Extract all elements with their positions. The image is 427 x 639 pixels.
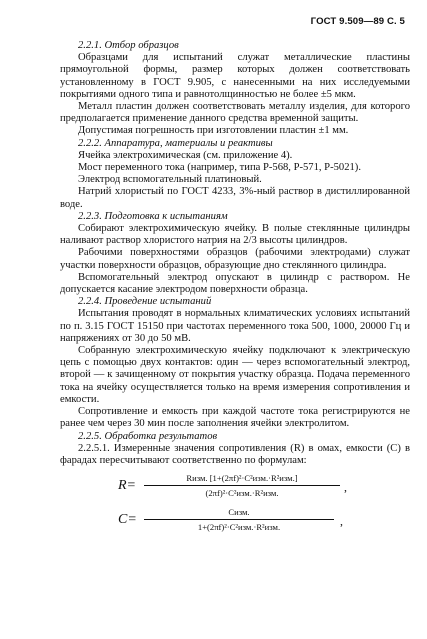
formula-r-denominator: (2πf)²·C²изм.·R²изм. <box>205 488 279 499</box>
paragraph: Образцами для испытаний служат металлические пластины прямоугольной формы, размер которых должен соответствовать установленному в ГОСТ 9.905, с нанесенными на них исследуемыми покрытиями одного типа и равнотолщинностью не более ±5 мкм. <box>60 52 410 100</box>
paragraph: Натрий хлористый по ГОСТ 4233, 3%-ный раствор в дистиллированной воде. <box>60 186 410 210</box>
section-heading: 2.2.2. Аппаратура, материалы и реактивы <box>78 137 273 149</box>
paragraph: 2.2.5.1. Измеренные значения сопротивления (R) в омах, емкости (C) в фарадах пересчитывают соответственно по формулам: <box>60 442 410 466</box>
paragraph: Вспомогательный электрод опускают в цилиндр с раствором. Не допускается касание электродом поверхности образца. <box>60 271 410 296</box>
page-header: ГОСТ 9.509—89 С. 5 <box>310 16 405 27</box>
document-body <box>60 40 410 539</box>
formula-c-lhs: C= <box>118 512 137 528</box>
paragraph: Собранную электрохимическую ячейку подключают к электрическую цепь с помощью двух контактов: один — через вспомогательный электрод, второй — к зачищенному от покрытия участку образца. Подача переменного тока на ячейку осуществляется только на время измерения сопротивления и емкости. <box>60 345 410 405</box>
formulas <box>60 473 410 539</box>
formula-r-lhs: R= <box>118 478 136 494</box>
paragraph: Мост переменного тока (например, типа Р-568, Р-571, Р-5021). <box>78 162 361 174</box>
formula-r-fraction <box>144 473 340 498</box>
formula-c-comma: , <box>340 514 343 529</box>
formula-c-denominator: 1+(2πf)²·C²изм.·R²изм. <box>197 522 281 533</box>
paragraph: Ячейка электрохимическая (см. приложение 4). <box>78 149 293 161</box>
section-heading: 2.2.3. Подготовка к испытаниям <box>78 210 228 222</box>
section-heading: 2.2.1. Отбор образцов <box>78 40 179 51</box>
formula-c-fraction <box>144 507 334 532</box>
paragraph: Рабочими поверхностями образцов (рабочими электродами) служат участки поверхности образцов, образующие дно стеклянного цилиндра. <box>60 247 410 271</box>
paragraph: Металл пластин должен соответствовать металлу изделия, для которого предполагается применение данного средства временной защиты. <box>60 101 410 125</box>
section-heading: 2.2.5. Обработка результатов <box>78 430 218 442</box>
formula-r-numerator: Rизм. [1+(2πf)²·C²изм.·R²изм.] <box>144 473 340 486</box>
formula-r-comma: , <box>344 480 347 495</box>
paragraph: Испытания проводят в нормальных климатических условиях испытаний по п. 3.15 ГОСТ 15150 при частотах переменного тока 500, 1000, 20000 Гц и напряжениях от 30 до 50 мВ. <box>60 308 410 344</box>
section-heading: 2.2.4. Проведение испытаний <box>78 296 212 308</box>
paragraph: Электрод вспомогательный платиновый. <box>78 174 262 186</box>
paragraph: Собирают электрохимическую ячейку. В полые стеклянные цилиндры наливают раствор хлористого натрия на 2/3 высоты цилиндров. <box>60 223 410 247</box>
formula-c-numerator: Cизм. <box>144 507 334 520</box>
paragraph: Сопротивление и емкость при каждой частоте тока регистрируются не ранее чем через 30 мин после заполнения ячейки электролитом. <box>60 406 410 430</box>
paragraph: Допустимая погрешность при изготовлении пластин ±1 мм. <box>78 125 349 137</box>
